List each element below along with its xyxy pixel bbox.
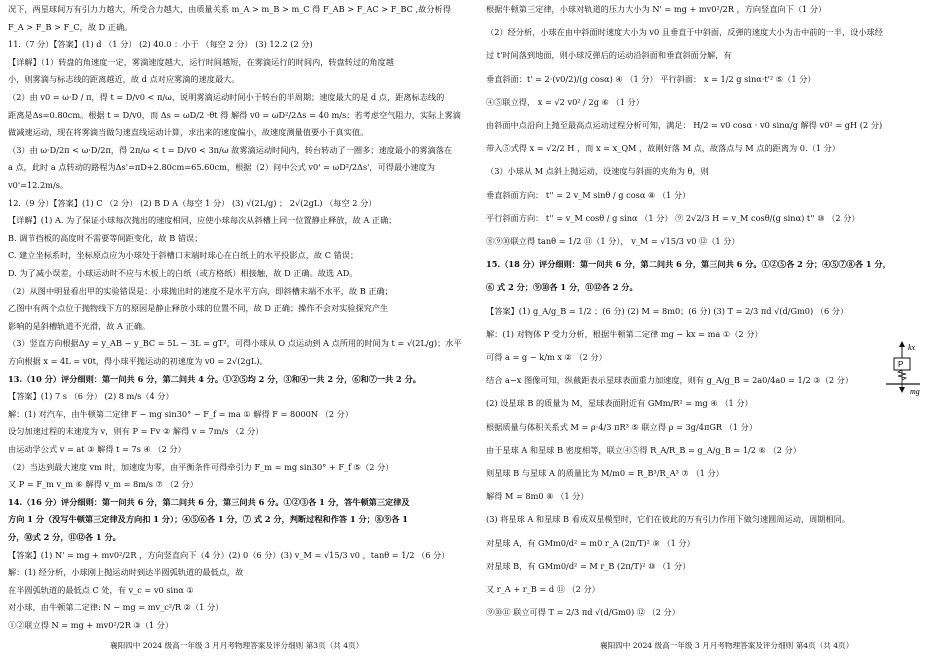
left-line: （2）由 v0 = ω·D / π，得 t = D/v0 < π/ω，说明雾滴运动时间小于转台的半周期；速度最大的是 d 点，距离标志线的: [8, 92, 445, 102]
left-line: 13.（10 分）评分细则：第一问共 6 分，第二问共 4 分。①②⑤均 2 分，③和④一共 2 分，⑥和⑦一共 2 分。: [8, 373, 421, 384]
left-line: （3）竖直方向根据Δy = y_AB − y_BC = 5L − 3L = gT²，可得小球从 O 点运动到 A 点所用的时间为 t = √(2L/g)；水平: [8, 338, 462, 349]
left-line: 设匀加速过程的末速度为 v，则有 P = Fv ② 解得 v = 7m/s （2 分）: [8, 426, 264, 437]
right-line: ⑥ 式 2 分；⑨⑩各 1 分，⑪⑫各 2 分。: [486, 282, 638, 293]
left-line: （2）从图中明显看出甲的实验错误是：小球抛出时的速度不是水平方向，即斜槽末端不水平，故 B 正确；: [8, 285, 393, 296]
right-line: ⑨⑩⑪ 联立可得 T = 2/3 πd √(d/Gm0) ⑫ （2 分）: [486, 607, 680, 618]
left-line: B. 调节挡板的高度时不需要等间距变化，故 B 错误；: [8, 232, 203, 243]
left-line: 由运动学公式 v = at ③ 解得 t = 7s ④ （2 分）: [8, 444, 186, 454]
left-line: 方向 1 分（没写牛顿第三定律及方向扣 1 分）；④⑤⑥各 1 分，⑦ 式 2 分，判断过程和作答 1 分；⑧⑨各 1: [8, 514, 408, 525]
left-line: 况下，两星球间万有引力力越大，所受合力越大，由质量关系 m_A > m_B > m_C 得 F_AB > F_AC > F_BC ,故分析得: [8, 4, 451, 14]
right-line: 结合 a−x 图像可知，纵截距表示星球表面重力加速度，则有 g_A/g_B = 2a0/4a0 = 1/2 ③（2 分）: [486, 375, 854, 386]
left-line: v0'=12.2m/s。: [8, 180, 69, 190]
force-diagram: [880, 340, 940, 396]
right-line: (2) 设星球 B 的质量为 M，星球表面附近有 GMm/R² = mg ④ （1 分）: [486, 398, 753, 409]
left-line: 11.（7 分）【答案】(1) d （1 分） (2) 40.0 ：小于 （每空 2 分） (3) 12.2 (2 分): [8, 39, 313, 50]
left-line: 解：(1) 对汽车，由牛顿第二定律 F − mg sin30° − F_f = ma ① 解得 F = 8000N （2 分）: [8, 408, 354, 419]
right-line: (3) 将星球 A 和星球 B 看成双星模型时，它们在彼此的万有引力作用下做匀速圆周运动，周期相同。: [486, 514, 851, 525]
right-line: 可得 a = g − k/m x ② （2 分）: [486, 352, 607, 362]
right-line: 15.（18 分）评分细则：第一问共 6 分，第二问共 6 分，第三问共 6 分。①②⑤各 2 分；④⑤⑦⑧各 1 分，: [486, 259, 891, 270]
right-line: ⑧⑨⑩联立得 tanθ = 1/2 ⑪（1 分）， v_M = √15/3 v0 ⑫（1 分）: [486, 236, 740, 246]
left-line: 【答案】(1) 7 s （6 分） (2) 8 m/s（4 分）: [8, 391, 174, 402]
right-line: 垂直斜面方向： t'' = 2 v_M sinθ / g cosα ⑧ （1 分）: [486, 189, 691, 200]
left-line: 对小球，由牛顿第二定律: N − mg = mv_c²/R ②（1 分）: [8, 602, 224, 613]
left-line: 解：(1) 经分析，小球刚上抛运动时到达半圆弧轨道的最低点，故: [8, 567, 244, 578]
left-line: 方向根据 x = 4L = v0t，得小球平抛运动的初速度为 v0 = 2√(2gL)。: [8, 356, 268, 366]
right-line: 平行斜面方向： t'' = v_M cosθ / g sinα （1 分） ⑨ 2√2/3 H = v_M cosθ/(g sinα) t'' ⑩ （2 分）: [486, 212, 860, 223]
right-line: 对星球 B，有 GMm0/d² = M r_B (2π/T)² ⑩ （1 分）: [486, 560, 691, 571]
right-line: 由斜面中点沿向上抛至最高点运动过程分析可知，满足： H/2 = v0 cosα · v0 sinα/g 解得 v0² = gH (2 分): [486, 120, 883, 130]
left-line: 影响的是斜槽轨道不光滑，故 A 正确。: [8, 320, 151, 331]
left-line: a 点，此时 a 点转动的路程为Δs'=πD+2.80cm=65.60cm，根据（2）问中公式 v0' = ωD²/2Δs'，可得最小速度为: [8, 162, 435, 173]
right-line: 根据牛顿第三定律，小球对轨道的压力大小为 N' = mg + mv0²/2R ，方向竖直向下（1 分）: [486, 4, 827, 14]
left-line: 小，则雾滴与标志线的距离越近，故 d 点对应雾滴的速度最大。: [8, 74, 240, 85]
left-line: 【详解】(1) A. 为了保证小球每次抛出的速度相同，应使小球每次从斜槽上同一位置静止释放，故 A 正确；: [8, 215, 397, 226]
left-line: 分，⑩式 2 分，⑪⑫各 1 分。: [8, 532, 121, 542]
footer-right: 襄阳四中 2024 级高一年级 3 月月考物理答案及评分细则 第4页（共 4页）: [600, 641, 854, 650]
right-line: 又 r_A + r_B = d ⑪ （2 分）: [486, 584, 600, 594]
left-line: 在半圆弧轨道的最低点 C 处，有 v_c = v0 sinα ①: [8, 584, 194, 595]
left-line: 距离是Δs=0.80cm。根据 t = D/v0，而 Δs = ωD/2 ·θt 得 解得 v0 = ωD²/2Δs = 40 m/s；若考虑空气阻力，实际上雾滴: [8, 109, 461, 120]
left-line: C. 建立坐标系时，坐标原点应为小球处于斜槽口末端时球心在白纸上的水平投影点，故 C 错误；: [8, 250, 359, 261]
left-line: 【答案】(1) N' = mg + mv0²/2R ，方向竖直向下（4 分）(2) 0（6 分）(3) v_M = √15/3 v0 ，tanθ = 1/2 （6 分）: [8, 549, 450, 560]
right-line: 过 t'时间落到地面，则小球反弹后的运动沿斜面和垂直斜面分解，有: [486, 50, 732, 61]
right-line: 则星球 B 与星球 A 的质量比为 M/m0 = R_B³/R_A³ ⑦ （1 分）: [486, 468, 724, 478]
mg-arrowhead: [899, 387, 905, 393]
right-line: 【答案】(1) g_A/g_B = 1/2 ；(6 分) (2) M = 8m0；(6 分) (3) T = 2/3 πd √(d/Gm0) （6 分）: [486, 305, 849, 316]
left-column: [8, 0, 466, 658]
right-line: 由于星球 A 和星球 B 密度相等，联立④⑤得 R_A/R_B = g_A/g_B = 1/2 ⑥ （2 分）: [486, 444, 801, 455]
right-line: ④⑤联立得， x = √2 v0² / 2g ⑥ （1 分）: [486, 96, 644, 107]
left-line: ①②联立得 N = mg + mv0²/2R ③（1 分）: [8, 620, 174, 630]
left-line: （2）当达到最大速度 vm 时，加速度为零，由平衡条件可得牵引力 F_m = mg sin30° + F_f ⑤（2 分）: [8, 461, 394, 472]
left-line: 又 P = F_m v_m ⑥ 解得 v_m = 8m/s ⑦ （2 分）: [8, 479, 198, 490]
right-line: 根据质量与体积关系式 M = ρ·4/3 πR³ ⑤ 联立得 ρ = 3g/4πGR （1 分）: [486, 421, 758, 432]
right-line: （2）经分析，小球在由中斜面时速度大小为 v0 且垂直于中斜面，反弹的速度大小为击中前的一半，设小球经: [486, 27, 883, 38]
label-P: P: [898, 360, 904, 369]
kx-arrowhead: [899, 341, 905, 347]
right-line: 对星球 A，有 GMm0/d² = m0 r_A (2π/T)² ⑨ （1 分）: [486, 537, 695, 548]
left-line: 12.（9 分）【答案】(1) C （2 分） (2) B D A（每空 1 分） (3) √(2L/g) ； 2√(2gL) （每空 2 分）: [8, 197, 377, 208]
right-line: 解：(1) 对物体 P 受力分析，根据牛顿第二定律 mg − kx = ma ①（2 分）: [486, 328, 763, 339]
right-line: 带入⑤式得 x = √2/2 H ，而 x = x_QM ，故刚好落 M 点，故落点与 M 点的距离为 0.（1 分）: [486, 143, 840, 154]
left-line: 乙图中有两个点位于抛物线下方的原因是静止释放小球的位置不同，故 D 正确；操作不会对实验探究产生: [8, 303, 389, 314]
right-line: 垂直斜面：t' = 2·(v0/2)/(g cosα) ④ （1 分） 平行斜面： x = 1/2 g sinα·t'² ⑤（1 分）: [486, 73, 816, 84]
left-line: 14.（16 分）评分细则：第一问共 6 分，第二问共 6 分，第三问共 6 分。①②③各 1 分，答牛顿第三定律及: [8, 496, 410, 507]
left-line: （3）由 ω·D/2π < ω·D/2π，得 2π/ω < t = D/v0 < 3π/ω 故雾滴运动时间内，转台转动了一圈多；速度最小的雾滴落在: [8, 144, 453, 155]
left-line: D. 为了减小误差，小球运动时不应与木板上的白纸（或方格纸）相接触，故 D 正确。故选 AD。: [8, 268, 358, 278]
left-line: 做减速运动，现在将雾滴当做匀速直线运动计算，求出来的速度偏小，故速度测量值要小于真实值。: [8, 127, 369, 138]
footer-left: 襄阳四中 2024 级高一年级 3 月月考物理答案及评分细则 第3页（共 4页）: [110, 641, 364, 650]
right-line: 解得 M = 8m0 ⑧ （1 分）: [486, 491, 589, 502]
left-line: F_A > F_B > F_C，故 D 正确。: [8, 21, 133, 32]
label-mg: mg: [910, 387, 920, 396]
right-line: （3）小球从 M 点斜上抛运动，设速度与斜面的夹角为 θ，则: [486, 166, 709, 177]
left-line: 【详解】（1）转盘的角速度一定，雾滴速度越大，运行时间越短，在雾滴运行的时间内，转盘转过的角度越: [8, 56, 394, 67]
label-kx: kx: [908, 343, 916, 352]
right-column: [486, 0, 944, 658]
